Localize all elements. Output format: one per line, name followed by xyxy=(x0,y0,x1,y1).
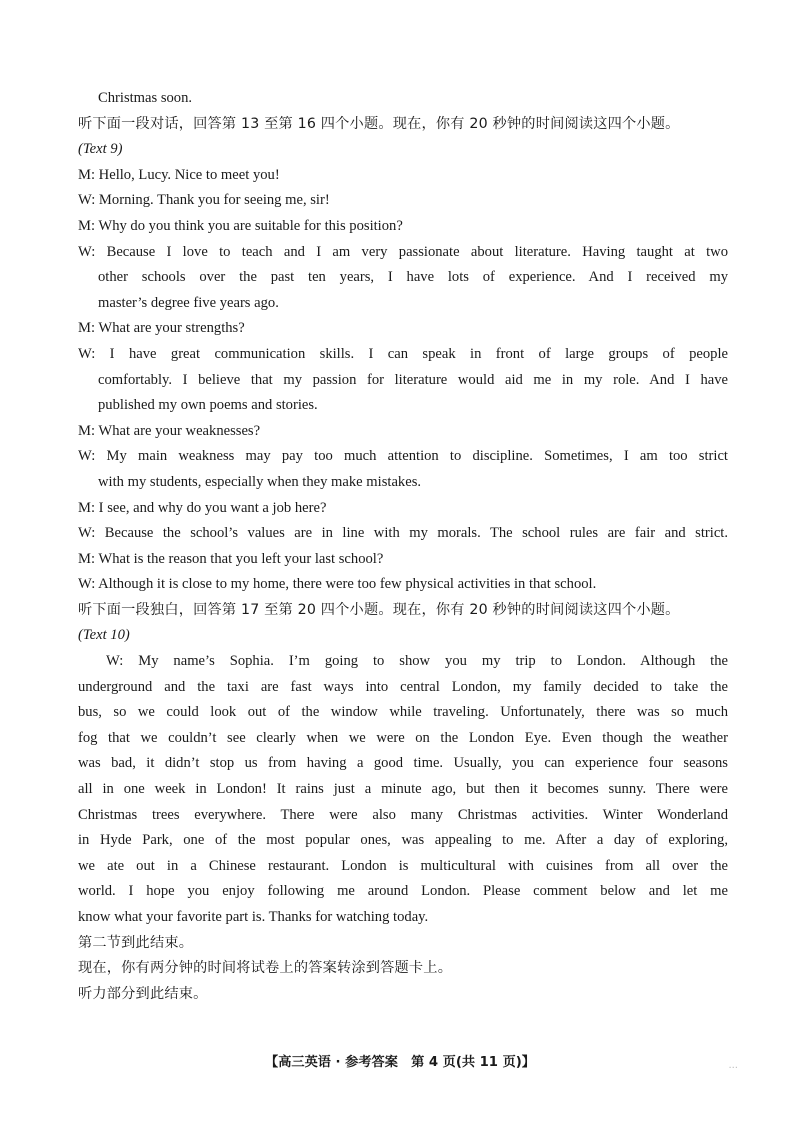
monologue-line: all in one week in London! It rains just a minute ago, but then it becomes sunny. There were xyxy=(78,781,728,798)
section-heading: (Text 9) xyxy=(78,141,123,158)
monologue-line: fog that we couldn’t see clearly when we were on the London Eye. Even though the weather xyxy=(78,729,728,746)
corner-mark: ... xyxy=(728,1060,738,1071)
dialogue-line: W: I have great communication skills. I can speak in front of large groups of people xyxy=(78,345,728,362)
closing-line: 听力部分到此结束。 xyxy=(78,985,208,1002)
dialogue-line: comfortably. I believe that my passion for literature would aid me in my role. And I have xyxy=(98,371,728,388)
monologue-line: W: My name’s Sophia. I’m going to show you my trip to London. Although the xyxy=(106,653,728,670)
monologue-line: bus, so we could look out of the window while traveling. Unfortunately, there was so much xyxy=(78,704,728,721)
instruction-line: 听下面一段独白，回答第 17 至第 20 四个小题。现在，你有 20 秒钟的时间阅读这四个小题。 xyxy=(78,601,680,618)
text-line: Christmas soon. xyxy=(98,90,193,106)
dialogue-line: W: Morning. Thank you for seeing me, sir! xyxy=(78,192,330,209)
closing-line: 第二节到此结束。 xyxy=(78,934,194,951)
instruction-line: 听下面一段对话，回答第 13 至第 16 四个小题。现在，你有 20 秒钟的时间阅读这四个小题。 xyxy=(78,115,680,132)
monologue-line: we ate out in a Chinese restaurant. London is multicultural with cuisines from all over the xyxy=(78,857,728,874)
dialogue-line: M: Hello, Lucy. Nice to meet you! xyxy=(78,166,280,183)
dialogue-line: W: Because the school’s values are in line with my morals. The school rules are fair and strict. xyxy=(78,525,728,542)
monologue-line: world. I hope you enjoy following me around London. Please comment below and let me xyxy=(78,883,728,900)
monologue-line: Christmas trees everywhere. There were also many Christmas activities. Winter Wonderland xyxy=(78,806,728,823)
section-heading: (Text 10) xyxy=(78,627,130,644)
dialogue-line: W: Although it is close to my home, there were too few physical activities in that school. xyxy=(78,576,597,593)
closing-line: 现在，你有两分钟的时间将试卷上的答案转涂到答题卡上。 xyxy=(78,960,453,977)
dialogue-line: M: What is the reason that you left your last school? xyxy=(78,550,384,567)
dialogue-line: M: Why do you think you are suitable for this position? xyxy=(78,217,403,234)
dialogue-line: M: I see, and why do you want a job here? xyxy=(78,499,327,516)
page-footer: 【高三英语 · 参考答案 第 4 页(共 11 页)】 xyxy=(265,1055,535,1070)
dialogue-line: master’s degree five years ago. xyxy=(98,294,279,311)
dialogue-line: M: What are your strengths? xyxy=(78,320,245,337)
dialogue-line: W: My main weakness may pay too much attention to discipline. Sometimes, I am too strict xyxy=(78,448,728,465)
dialogue-line: with my students, especially when they make mistakes. xyxy=(98,473,422,490)
dialogue-line: W: Because I love to teach and I am very passionate about literature. Having taught at two xyxy=(78,243,728,260)
dialogue-line: M: What are your weaknesses? xyxy=(78,422,261,439)
monologue-line: was bad, it didn’t stop us from having a good time. Usually, you can experience four seasons xyxy=(78,755,728,772)
document-body xyxy=(78,86,728,1007)
monologue-line: know what your favorite part is. Thanks for watching today. xyxy=(78,909,429,925)
monologue-line: underground and the taxi are fast ways into central London, my family decided to take the xyxy=(78,678,728,695)
dialogue-line: published my own poems and stories. xyxy=(98,397,318,414)
monologue-line: in Hyde Park, one of the most popular ones, was appealing to me. After a day of exploring, xyxy=(78,832,728,849)
dialogue-line: other schools over the past ten years, I have lots of experience. And I received my xyxy=(98,269,728,286)
